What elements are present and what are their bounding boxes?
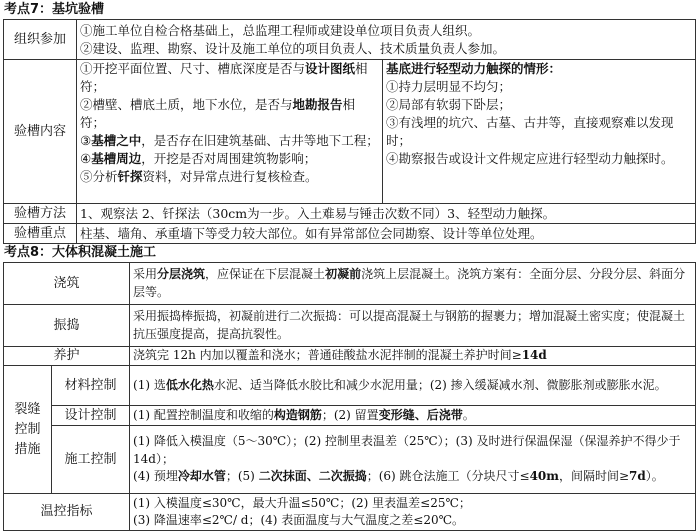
- table-row: [4, 426, 696, 494]
- content-right-title: 基底进行轻型动力触探的情形：: [386, 61, 562, 76]
- content-right-item: ③有浅埋的坑穴、古墓、古井等，直接观察难以发现时；: [386, 115, 674, 148]
- content-item: ③基槽之中，是否存在旧建筑基础、古井等地下工程；: [80, 133, 379, 148]
- table-row: [4, 224, 696, 244]
- content-right-item: ②局部有软弱下卧层；: [386, 97, 512, 112]
- temp-line: (3) 降温速率≤2℃/ d；(4) 表面温度与大气温度之差≤20℃。: [133, 513, 465, 527]
- construct-line: (4) 预埋冷却水管；(5) 二次抹面、二次振捣；(6) 跳仓法施工（分块尺寸≤40m，间隔时间≥7d）。: [133, 469, 664, 484]
- design-text: (1) 配置控制温度和收缩的构造钢筋；(2) 留置变形缝、后浇带。: [130, 406, 696, 426]
- table-row: [4, 347, 696, 366]
- content-left-cell: [77, 60, 383, 204]
- org-cell: [77, 20, 696, 60]
- table-row: [4, 406, 696, 426]
- table-row: [4, 366, 696, 406]
- temp-line: (1) 入模温度≤30℃，最大升温≤50℃；(2) 里表温差≤25℃；: [133, 495, 471, 510]
- temp-text: [130, 494, 696, 531]
- org-line: ②建设、监理、勘察、设计及施工单位的项目负责人、技术质量负责人参加。: [80, 40, 506, 56]
- crack-label: 裂缝控制措施: [4, 366, 52, 494]
- table-row: [4, 20, 696, 60]
- method-label: 验槽方法: [4, 204, 77, 224]
- content-right-item: ④勘察报告或设计文件规定应进行轻型动力触探时。: [386, 151, 674, 166]
- concrete-table: [3, 262, 696, 531]
- focus-label: 验槽重点: [4, 224, 77, 244]
- pour-text: 采用分层浇筑，应保证在下层混凝土初凝前浇筑上层混凝土。浇筑方案有：全面分层、分段分层、斜面分层等。: [130, 263, 696, 305]
- content-label: 验槽内容: [4, 60, 77, 204]
- design-label: 设计控制: [52, 406, 130, 426]
- vibrate-label: 振捣: [4, 305, 130, 347]
- material-label: 材料控制: [52, 366, 130, 406]
- content-right-item: ①持力层明显不均匀；: [386, 79, 512, 94]
- cure-label: 养护: [4, 347, 130, 366]
- pour-label: 浇筑: [4, 263, 130, 305]
- table-row: [4, 305, 696, 347]
- org-line: ①施工单位自检合格基础上，总监理工程师或建设单位项目负责人组织。: [80, 22, 481, 38]
- cure-text: 浇筑完 12h 内加以覆盖和浇水；普通硅酸盐水泥拌制的混凝土养护时间≥14d: [130, 347, 696, 366]
- construct-label: 施工控制: [52, 426, 130, 494]
- table-row: [4, 263, 696, 305]
- content-item: ④基槽周边，开挖是否对周围建筑物影响；: [80, 151, 317, 166]
- focus-text: 柱基、墙角、承重墙下等受力较大部位。如有异常部位会同勘察、设计等单位处理。: [77, 224, 696, 244]
- section7-title: 考点7：基坑验槽: [4, 2, 105, 17]
- method-text: 1、观察法 2、钎探法（30cm为一步。入土难易与锤击次数不同）3、轻型动力触探。: [77, 204, 696, 224]
- inspection-table: [3, 19, 696, 244]
- content-right-cell: [383, 60, 696, 204]
- content-item: ①开挖平面位置、尺寸、槽底深度是否与设计图纸相符；: [80, 61, 368, 94]
- vibrate-text: 采用振捣棒振捣，初凝前进行二次振捣：可以提高混凝土与钢筋的握裹力；增加混凝土密实度；使混凝土抗压强度提高，提高抗裂性。: [130, 305, 696, 347]
- org-label: 组织参加: [4, 20, 77, 60]
- construct-text: [130, 426, 696, 494]
- temp-label: 温控指标: [4, 494, 130, 531]
- construct-line: (1) 降低入模温度（5～30℃）；(2) 控制里表温差（25℃）；(3) 及时进行保温保湿（保湿养护不得少于 14d）；: [133, 434, 681, 466]
- section8-title: 考点8：大体积混凝土施工: [4, 245, 157, 260]
- table-row: [4, 60, 696, 204]
- table-row: [4, 204, 696, 224]
- material-text: (1) 选低水化热水泥、适当降低水胶比和减少水泥用量；(2) 掺入缓凝减水剂、微膨胀剂或膨胀水泥。: [130, 366, 696, 406]
- table-row: [4, 494, 696, 531]
- content-item: ②槽壁、槽底土质，地下水位，是否与地勘报告相符；: [80, 97, 356, 130]
- content-item: ⑤分析钎探资料，对异常点进行复核检查。: [80, 169, 318, 184]
